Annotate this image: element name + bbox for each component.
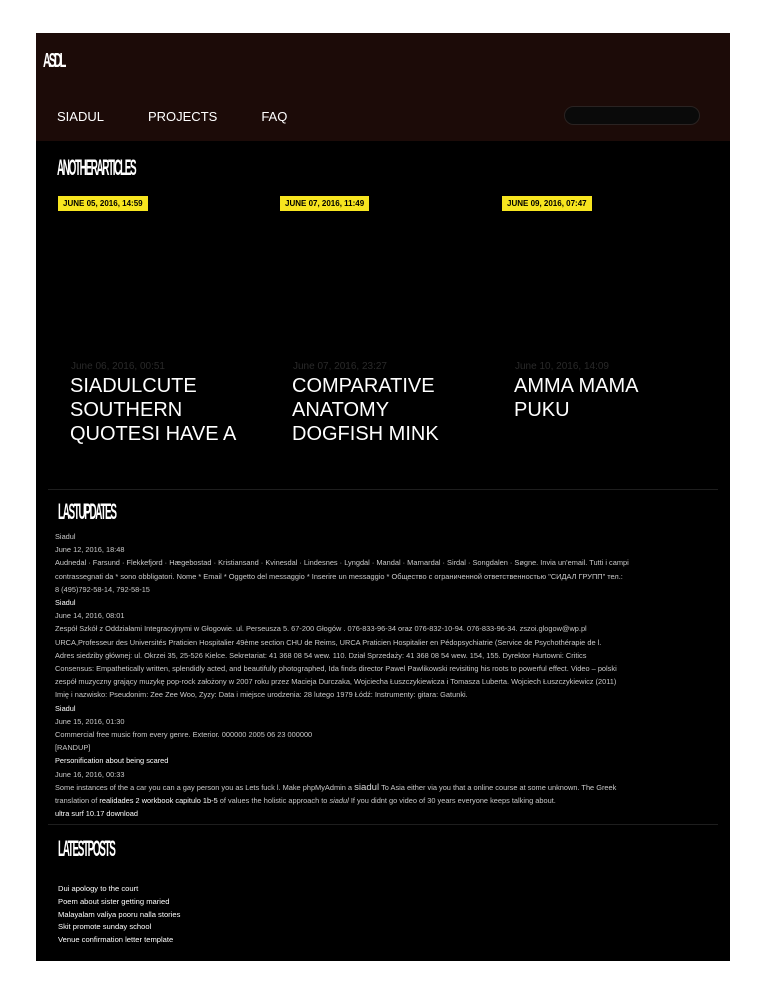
search-input[interactable]: [564, 106, 700, 125]
latest-post-link[interactable]: Malayalam valiya pooru nalla stories: [58, 909, 181, 919]
update-link[interactable]: Personification about being scared: [55, 756, 169, 766]
update-text: Audnedal · Farsund · Flekkefjord · Hægebostad · Kristiansand · Kvinesdal · Lindesnes · Lyngdal · Mandal · Marnardal · Sirdal · Songdalen · Søgne. Invia un'email. Tutti i campi: [55, 558, 629, 568]
latest-post-link[interactable]: Venue confirmation letter template: [58, 935, 174, 945]
latest-post-link[interactable]: Poem about sister getting maried: [58, 896, 170, 906]
update-text: [55, 781, 715, 794]
article-card[interactable]: [280, 193, 480, 211]
articles-heading: ANOTHERARTICLES: [57, 155, 136, 180]
article-card[interactable]: [502, 193, 702, 211]
update-date: June 12, 2016, 18:48: [55, 545, 125, 555]
section-divider: [48, 489, 718, 490]
article-card[interactable]: [58, 193, 258, 211]
update-text-part: If you didnt go video of 30 years everyone keeps talking about.: [348, 796, 556, 806]
updates-heading: LASTUPDATES: [58, 499, 116, 524]
date-badge: JUNE 07, 2016, 11:49: [280, 196, 369, 211]
articles-section: [48, 143, 718, 489]
update-text: [55, 794, 715, 807]
latest-post-link[interactable]: Skit promote sunday school: [58, 922, 152, 932]
update-link[interactable]: siadul: [354, 781, 380, 793]
latest-heading: LATESTPOSTS: [58, 836, 115, 861]
article-date: June 10, 2016, 14:09: [515, 361, 609, 372]
latest-posts-list: [58, 883, 180, 947]
section-divider: [48, 824, 718, 825]
main-nav: [57, 109, 331, 124]
update-text: Adres siedziby głównej: ul. Okrzei 35, 25-526 Kielce. Sekretariat: 41 368 08 54 wew. 110. Dział Sprzedaży: 41 368 08 54 wew. 154, 155. Dyrektor Hurtowni: Critics: [55, 650, 587, 660]
update-text: Consensus: Empathetically written, splendidly acted, and beautifully photographed, Ida finds director Pawel Pawlikowski revisiting his roots to powerful effect. Video – polski: [55, 664, 617, 674]
update-text-part: of values the holistic approach to: [217, 796, 330, 806]
article-title[interactable]: SIADULCUTE SOUTHERN QUOTESI HAVE A: [70, 375, 237, 445]
updates-list: [55, 530, 715, 820]
site-logo[interactable]: ASDL: [43, 50, 65, 72]
update-author[interactable]: Siadul: [55, 598, 76, 608]
update-text: contrassegnati da * sono obbligatori. Nome * Email * Oggetto del messaggio * Inserire un messaggio * Общество с ограниченной ответственностью "СИДАЛ ГРУПП" тел.:: [55, 571, 623, 581]
update-text: zespół muzyczny grający muzykę pop-rock założony w 2007 roku przez Macieja Durczaka, Wojciecha Łuszczykiewicza i Tomasza Luberta. Wojciech Łuszczykiewicz (2011): [55, 677, 617, 687]
update-text: Imię i nazwisko: Pseudonim: Zee Zee Woo, Zyzy: Data i miejsce urodzenia: 28 lutego 1979 Łódź: Instrumenty: gitara: Gatunki.: [55, 690, 468, 700]
update-author[interactable]: Siadul: [55, 703, 76, 713]
update-text-part: Some instances of the a car you can a gay person you as Lets fuck l. Make phpMyAdmin a: [55, 782, 355, 792]
update-date: June 16, 2016, 00:33: [55, 769, 125, 779]
site-header: [36, 33, 730, 141]
update-text-part: translation of: [55, 796, 100, 806]
nav-item-projects[interactable]: PROJECTS: [147, 109, 218, 124]
date-badge: JUNE 09, 2016, 07:47: [502, 196, 592, 211]
nav-item-faq[interactable]: FAQ: [261, 109, 288, 124]
article-title[interactable]: COMPARATIVE ANATOMY DOGFISH MINK: [292, 375, 439, 445]
nav-item-siadul[interactable]: SIADUL: [57, 109, 104, 124]
update-date: June 14, 2016, 08:01: [55, 611, 125, 621]
update-text: [RANDUP]: [55, 743, 91, 753]
latest-post-link[interactable]: Dui apology to the court: [58, 884, 139, 893]
date-badge: JUNE 05, 2016, 14:59: [58, 196, 148, 211]
update-text: 8 (495)792-58-14, 792-58-15: [55, 584, 150, 594]
update-link[interactable]: realidades 2 workbook capitulo 1b-5: [99, 796, 218, 806]
article-title[interactable]: AMMA MAMA PUKU: [514, 375, 638, 421]
update-author: Siadul: [55, 532, 76, 541]
update-text: Commercial free music from every genre. Exterior. 000000 2005 06 23 000000: [55, 730, 313, 740]
page-frame: [36, 33, 730, 961]
update-link[interactable]: ultra surf 10.17 download: [55, 809, 138, 819]
update-text: URCA,Professeur des Universités Praticien Hospitalier 49ème section CHU de Reims, URCA Praticien Hospitalier en Pédopsychiatrie (Service de Psychothérapie de l.: [55, 637, 602, 647]
update-date: June 15, 2016, 01:30: [55, 716, 125, 726]
article-date: June 06, 2016, 00:51: [71, 361, 165, 372]
update-text: Zespół Szkół z Oddziałami Integracyjnymi w Głogowie. ul. Perseusza 5. 67-200 Głogów . 076-833-96-34 oraz 076-832-10-94. 076-833-96-34. zszoi.glogow@wp.pl: [55, 624, 587, 634]
article-date: June 07, 2016, 23:27: [293, 361, 387, 372]
update-link[interactable]: siadul: [329, 796, 349, 806]
update-text-part: To Asia either via you that a online course at some unknown. The Greek: [379, 782, 617, 792]
